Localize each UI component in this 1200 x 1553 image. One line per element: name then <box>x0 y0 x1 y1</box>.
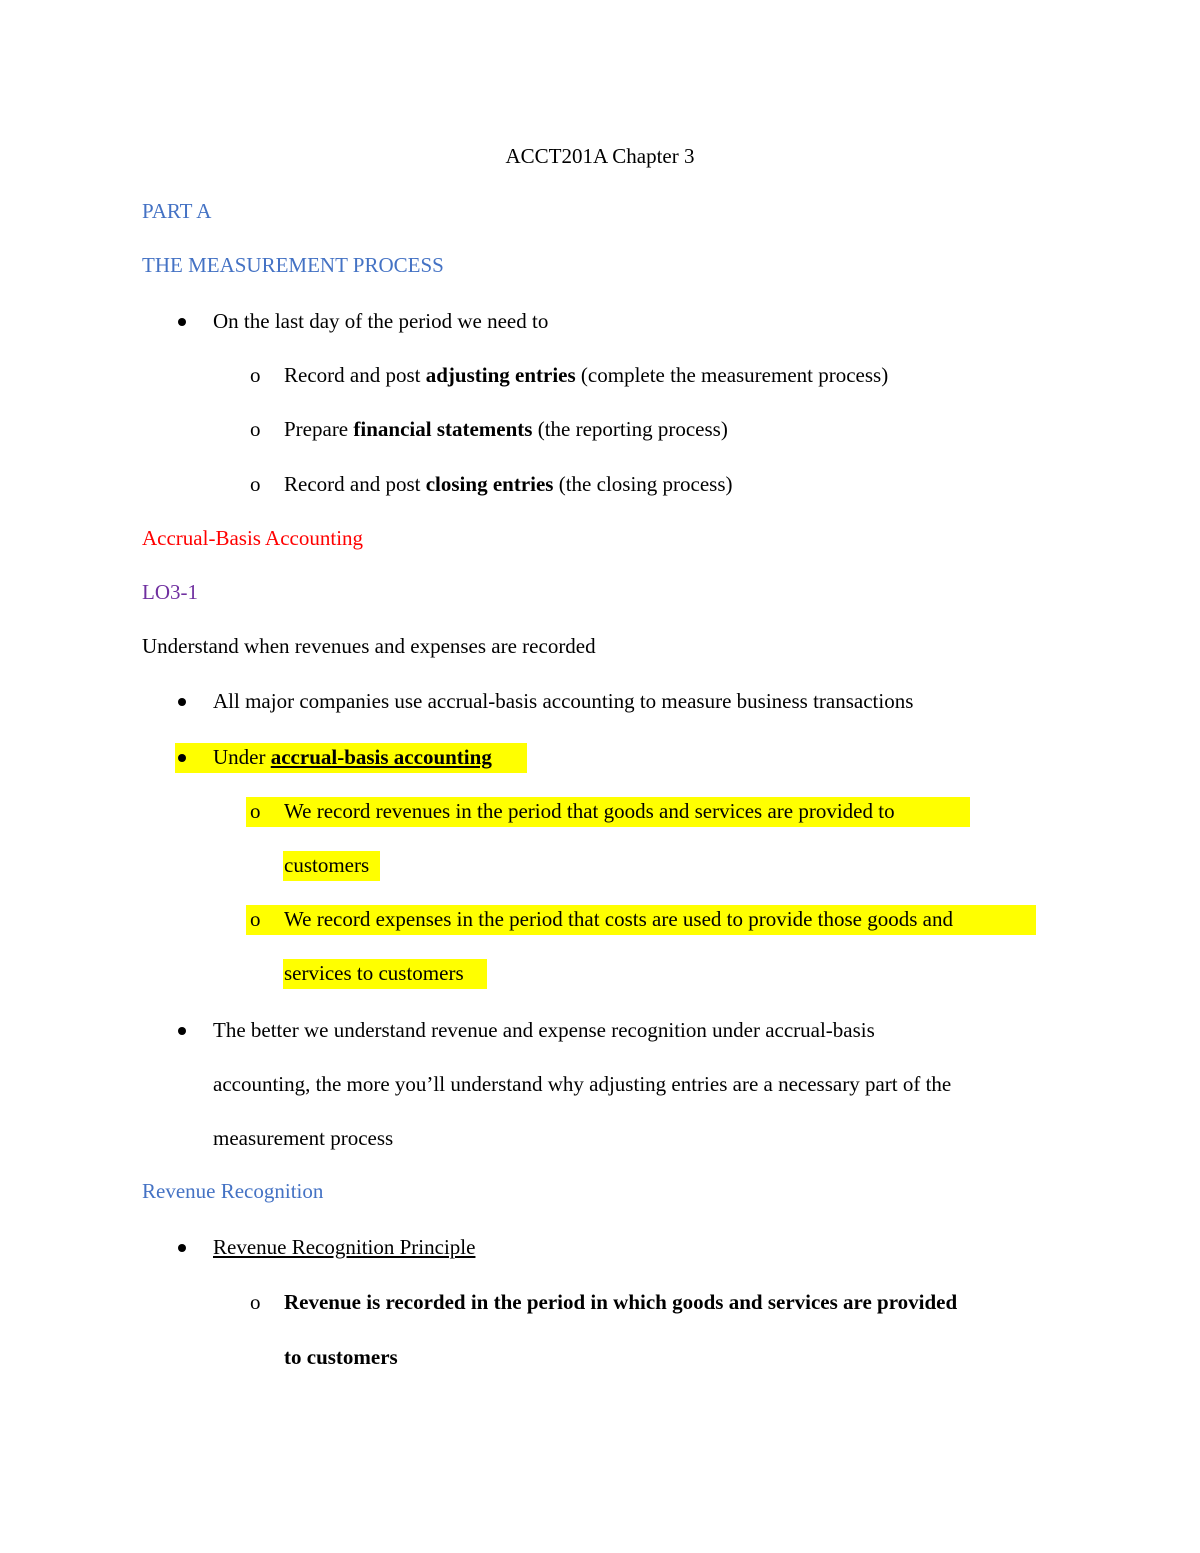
bullet-icon <box>178 754 186 762</box>
learning-objective-heading: LO3-1 <box>142 580 198 604</box>
sub-bullet-icon: o <box>250 472 261 496</box>
expenses-rule-line1: We record expenses in the period that costs are used to provide those goods and <box>284 907 953 931</box>
sub-bullet-icon: o <box>250 1290 261 1314</box>
better-understand-line1: The better we understand revenue and expense recognition under accrual-basis <box>213 1018 875 1042</box>
sub-bullet-icon: o <box>250 907 261 931</box>
better-understand-line3: measurement process <box>213 1126 394 1150</box>
revenue-principle-def-line1: Revenue is recorded in the period in which goods and services are provided <box>284 1290 958 1314</box>
revenue-principle-def-line2: to customers <box>284 1345 398 1369</box>
accrual-basis-heading: Accrual-Basis Accounting <box>142 526 364 550</box>
revenue-recognition-heading: Revenue Recognition <box>142 1179 324 1203</box>
revenues-rule-line1: We record revenues in the period that goods and services are provided to <box>284 799 895 823</box>
revenues-rule-line2: customers <box>284 853 370 877</box>
step-financial-statements: Prepare financial statements (the reporting process) <box>284 417 728 441</box>
last-day-text: On the last day of the period we need to <box>213 309 549 333</box>
under-accrual-text: Under accrual-basis accounting <box>213 745 492 769</box>
sub-bullet-icon: o <box>250 799 261 823</box>
expenses-rule-line2: services to customers <box>284 961 464 985</box>
major-companies-text: All major companies use accrual-basis accounting to measure business transactions <box>213 689 914 713</box>
sub-bullet-icon: o <box>250 417 261 441</box>
bullet-icon <box>178 1244 186 1252</box>
better-understand-line2: accounting, the more you’ll understand why adjusting entries are a necessary part of the <box>213 1072 952 1096</box>
bullet-icon <box>178 1027 186 1035</box>
sub-bullet-icon: o <box>250 363 261 387</box>
learning-objective-text: Understand when revenues and expenses are recorded <box>142 634 596 658</box>
step-closing-entries: Record and post closing entries (the closing process) <box>284 472 733 496</box>
bullet-icon <box>178 318 186 326</box>
measurement-process-heading: THE MEASUREMENT PROCESS <box>142 253 444 277</box>
page-title: ACCT201A Chapter 3 <box>505 144 695 168</box>
part-a-heading: PART A <box>142 199 212 223</box>
step-adjusting-entries: Record and post adjusting entries (complete the measurement process) <box>284 363 889 387</box>
bullet-icon <box>178 698 186 706</box>
revenue-recognition-principle: Revenue Recognition Principle <box>213 1235 476 1259</box>
